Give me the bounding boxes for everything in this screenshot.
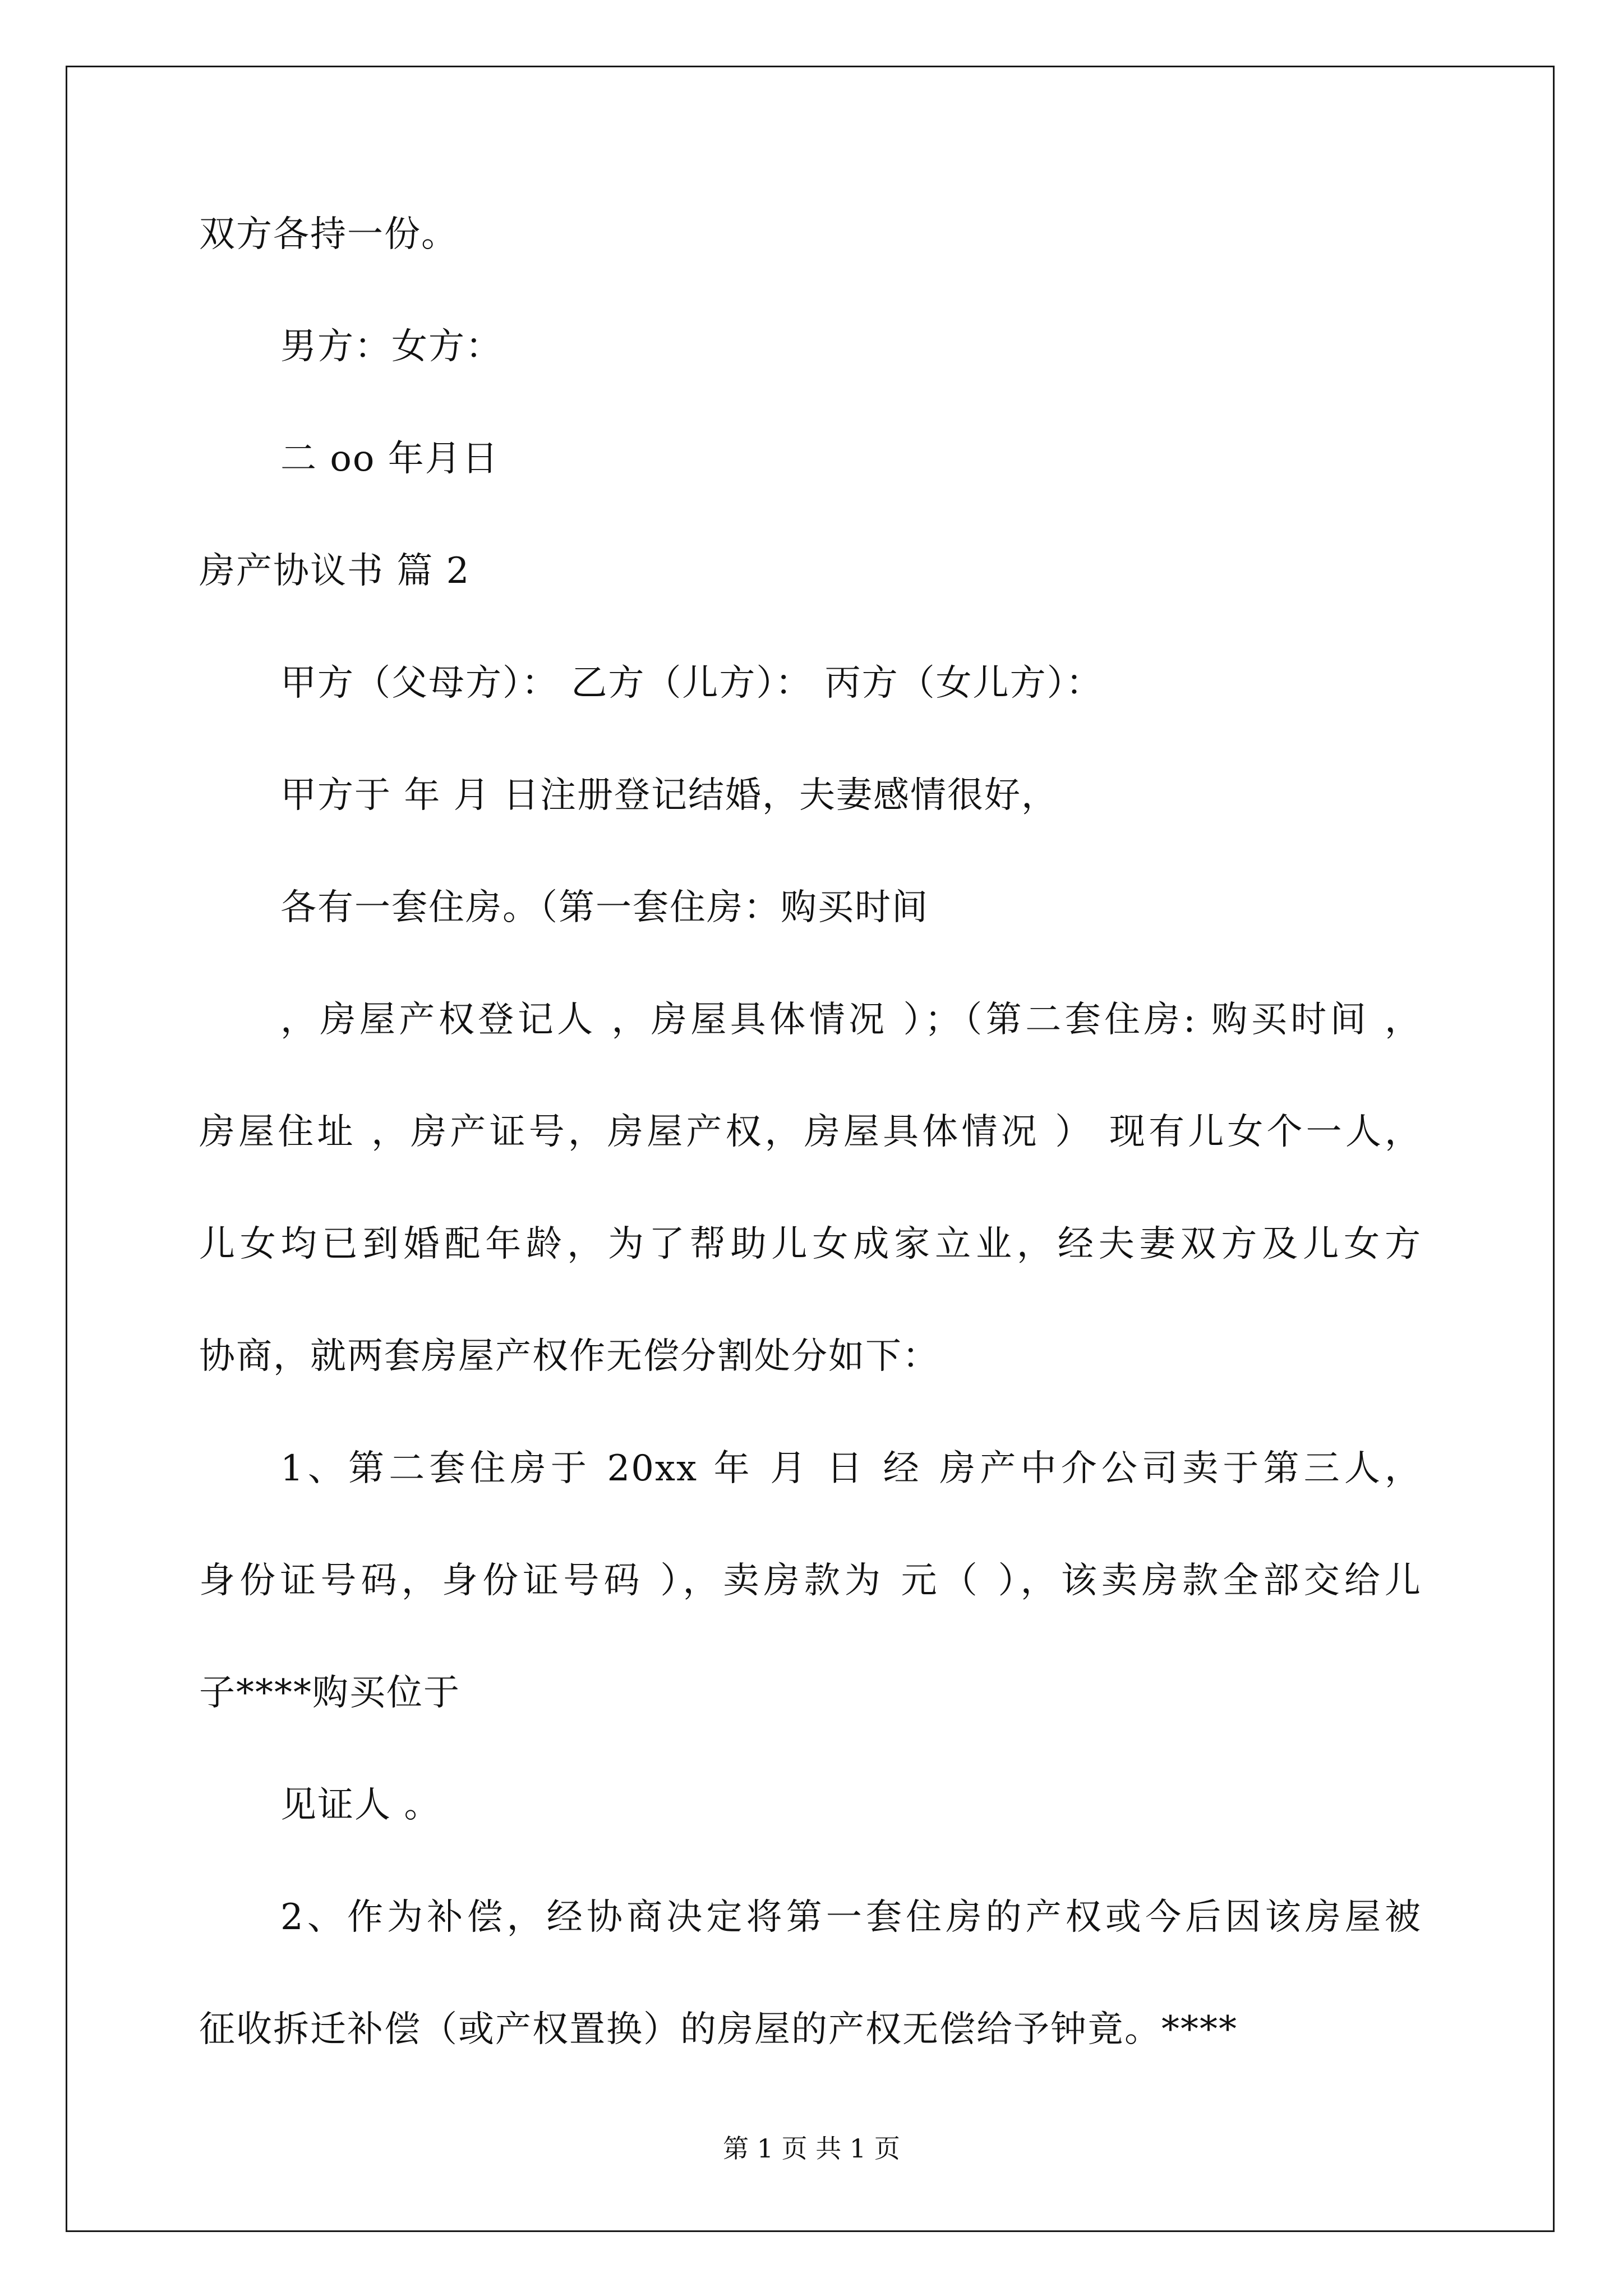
text-line-10: 儿女均已到婚配年龄，为了帮助儿女成家立业，经夫妻双方及儿女方 <box>199 1223 1422 1265</box>
text-line-7: 各有一套住房。（第一套住房：购买时间 <box>280 887 929 928</box>
text-line-14: 子****购买位于 <box>199 1672 460 1714</box>
text-line-12: 1、第二套住房于 20xx 年 月 日 经 房产中介公司卖于第三人， <box>280 1448 1422 1489</box>
text-line-16: 2、作为补偿，经协商决定将第一套住房的产权或今后因该房屋被 <box>280 1897 1422 1938</box>
text-line-1: 双方各持一份。 <box>199 214 458 255</box>
text-line-6: 甲方于 年 月 日注册登记结婚，夫妻感情很好， <box>280 775 1059 816</box>
text-line-15: 见证人 。 <box>280 1784 441 1826</box>
text-line-8: ，房屋产权登记人 ，房屋具体情况 ）；（第二套住房: 购买时间 ， <box>280 999 1422 1041</box>
text-line-9: 房屋住址 ，房产证号，房屋产权，房屋具体情况 ） 现有儿女个一人， <box>199 1111 1422 1153</box>
text-line-11: 协商，就两套房屋产权作无偿分割处分如下： <box>199 1336 939 1377</box>
page-footer: 第 1 页 共 1 页 <box>723 2133 900 2164</box>
text-line-2: 男方：女方： <box>280 326 502 367</box>
section-heading: 房产协议书 篇 2 <box>199 550 471 592</box>
text-line-13: 身份证号码，身份证号码 ），卖房款为 元（ ），该卖房款全部交给儿 <box>199 1560 1422 1602</box>
text-line-17: 征收拆迁补偿（或产权置换）的房屋的产权无偿给予钟竟。**** <box>199 2009 1238 2050</box>
parties-line: 甲方（父母方）： 乙方（儿方）： 丙方（女儿方）： <box>280 662 1103 704</box>
text-line-3: 二 oo 年月日 <box>280 438 499 480</box>
